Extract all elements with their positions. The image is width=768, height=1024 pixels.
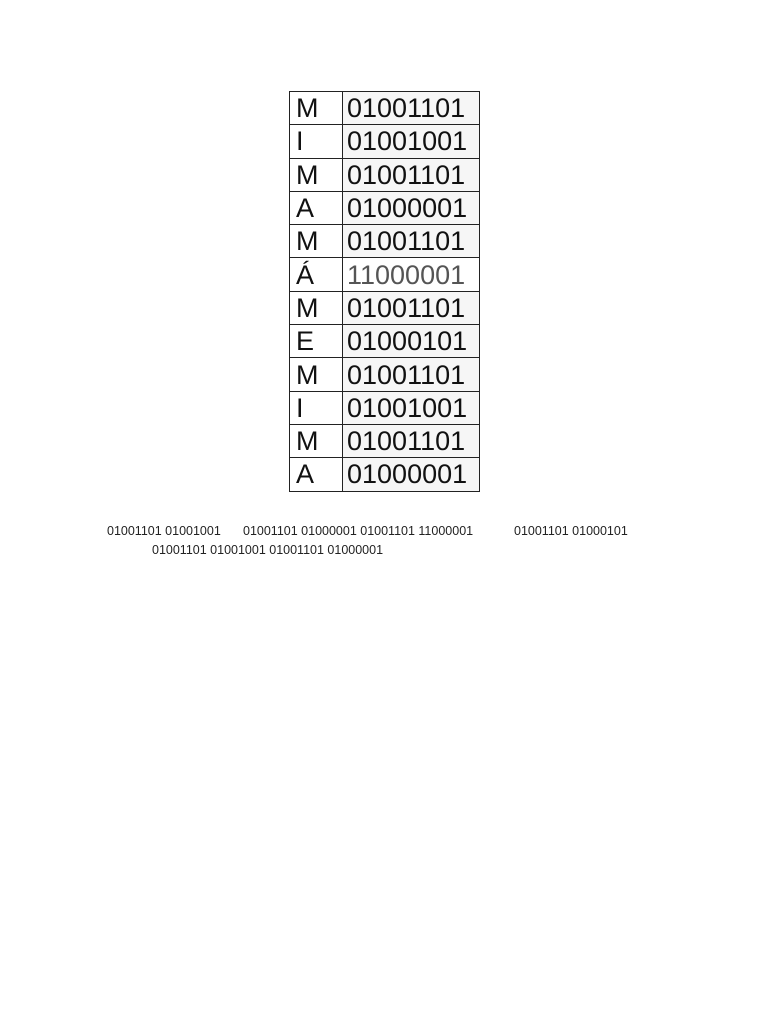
binary-code-cell: 01001101 xyxy=(343,158,480,191)
table-row xyxy=(290,125,480,158)
binary-code-cell: 01000001 xyxy=(343,458,480,491)
binary-code-cell: 01001001 xyxy=(343,391,480,424)
letter-cell: I xyxy=(290,125,343,158)
binary-code-cell: 01000101 xyxy=(343,325,480,358)
letter-cell: I xyxy=(290,391,343,424)
table-row xyxy=(290,358,480,391)
table-row xyxy=(290,424,480,457)
binary-code-cell: 01001101 xyxy=(343,225,480,258)
letter-cell: M xyxy=(290,291,343,324)
table-row xyxy=(290,291,480,324)
table-row xyxy=(290,191,480,224)
binary-code-cell: 01001101 xyxy=(343,358,480,391)
letter-cell: E xyxy=(290,325,343,358)
table-row xyxy=(290,325,480,358)
letter-cell: Á xyxy=(290,258,343,291)
letter-cell: M xyxy=(290,158,343,191)
letter-cell: A xyxy=(290,191,343,224)
binary-code-cell: 01001101 xyxy=(343,291,480,324)
table-row xyxy=(290,391,480,424)
binary-code-cell: 01000001 xyxy=(343,191,480,224)
letter-cell: M xyxy=(290,225,343,258)
binary-text-segment: 01001101 01001001 xyxy=(107,524,221,538)
letter-cell: M xyxy=(290,358,343,391)
table-row xyxy=(290,458,480,491)
table-row xyxy=(290,158,480,191)
table-row xyxy=(290,225,480,258)
table-row xyxy=(290,92,480,125)
binary-code-cell: 01001101 xyxy=(343,92,480,125)
letter-cell: M xyxy=(290,92,343,125)
table-row xyxy=(290,258,480,291)
binary-code-cell: 01001101 xyxy=(343,424,480,457)
binary-text-segment: 01001101 01000101 xyxy=(514,524,628,538)
letter-binary-table xyxy=(289,91,480,492)
binary-text-segment: 01001101 01000001 01001101 11000001 xyxy=(243,524,474,538)
binary-code-cell: 11000001 xyxy=(343,258,480,291)
letter-cell: M xyxy=(290,424,343,457)
letter-cell: A xyxy=(290,458,343,491)
binary-code-cell: 01001001 xyxy=(343,125,480,158)
binary-text-segment: 01001101 01001001 01001101 01000001 xyxy=(152,543,384,557)
